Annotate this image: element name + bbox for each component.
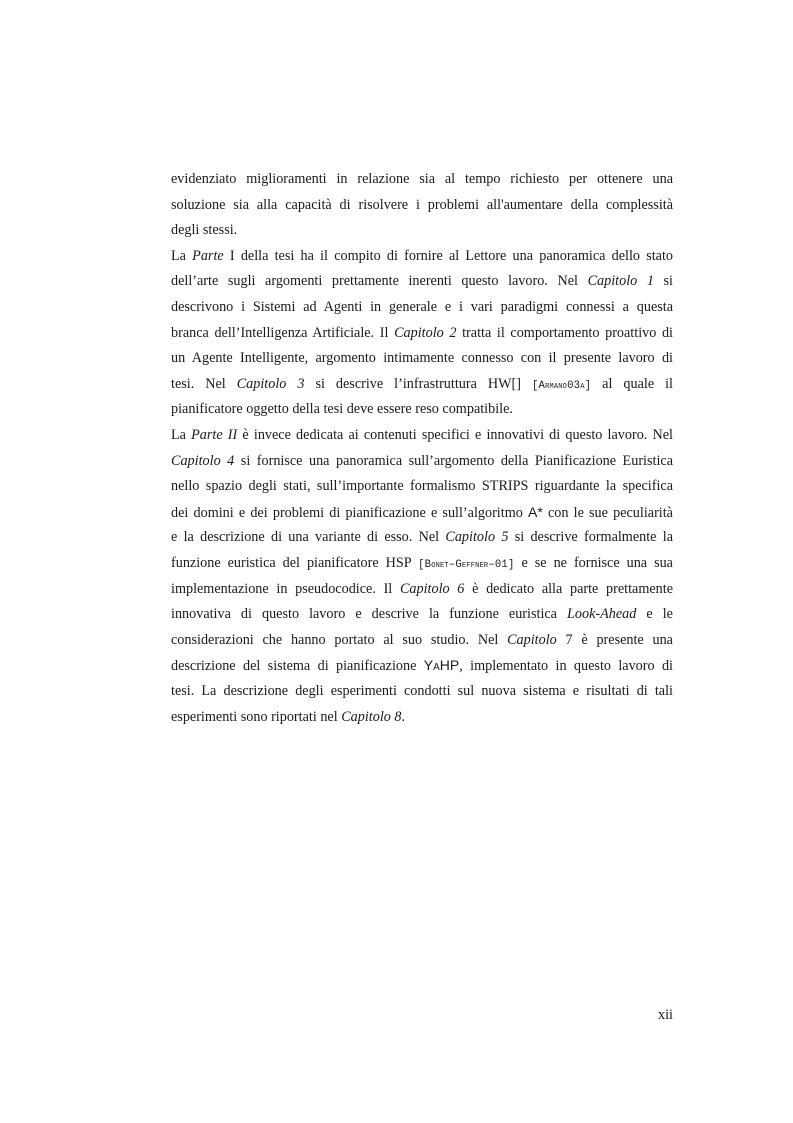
text-line [171,168,673,190]
text-run: pianificatore oggetto della tesi deve essere reso compatibile. [171,401,513,418]
text-run: descrivono i Sistemi ad Agenti in generale e i vari paradigmi connessi a questa [171,299,673,315]
emphasis: Capitolo [507,631,557,648]
text-run: al quale il [591,375,673,392]
text-run: I della tesi ha il compito di fornire al Lettore una panoramica dello stato [223,247,673,264]
text-line [171,552,673,574]
text-run: La [171,427,192,443]
text-run: è invece dedicata ai contenuti specifici e innovativi di questo lavoro. Nel [237,427,673,443]
emphasis: Capitolo 3 [236,375,305,392]
term: YaHP [423,657,460,674]
text-run: . [401,708,406,725]
text-run: tesi. La descrizione degli esperimenti condotti sul nuova sistema e risultati di tali [171,683,673,699]
emphasis: Parte [192,247,224,264]
text-run: tratta il comportamento proattivo di [456,324,673,341]
text-run: dei domini e dei problemi di pianificazione e sull’algoritmo [171,504,528,521]
text-run: evidenziato miglioramenti in relazione sia al tempo richiesto per ottenere una [171,171,673,187]
emphasis: Look-Ahead [567,606,637,623]
emphasis: Capitolo 5 [445,529,509,546]
text-run: nello spazio degli stati, sull’importante formalismo STRIPS riguardante la specifica [171,478,673,495]
page-number: xii [658,1007,673,1023]
text-run: descrizione del sistema di pianificazione [171,658,424,675]
text-run: si descrive l’infrastruttura HW[] [304,375,532,392]
text-run: implementazione in pseudocodice. Il [171,580,400,597]
text-run: soluzione sia alla capacità di risolvere i problemi all'aumentare della complessità [171,196,673,213]
text-run: un Agente Intelligente, argomento intimamente connesso con il presente lavoro di [171,350,673,367]
text-line [171,654,673,676]
text-line [171,680,673,702]
emphasis: Capitolo 1 [587,273,654,290]
emphasis: Capitolo 4 [171,452,235,469]
text-line [171,526,673,548]
text-line [171,398,673,420]
text-run: è dedicato alla parte prettamente [464,580,673,597]
text-line [171,194,673,216]
text-run: La [171,247,193,264]
text-run: con le sue peculiarità [542,504,673,521]
text-line [171,706,673,728]
text-run: e la descrizione di una variante di esso. Nel [171,529,446,546]
emphasis: Capitolo 8 [341,708,402,725]
text-line [171,629,673,651]
text-line [171,501,673,523]
text-line [171,322,673,344]
text-line [171,270,673,292]
text-line [171,347,673,369]
text-run: , implementato in questo lavoro di [459,658,674,675]
text-line [171,424,673,446]
text-line [171,603,673,625]
text-run: esperimenti sono riportati nel [171,708,342,725]
text-run: considerazioni che hanno portato al suo studio. Nel [171,631,508,648]
text-run: innovativa di questo lavoro e descrive la funzione euristica [171,606,568,623]
text-run: e le [636,606,673,623]
text-line [171,578,673,600]
text-run: dell’arte sugli argomenti prettamente inerenti questo lavoro. Nel [171,273,588,290]
text-run: si fornisce una panoramica sull’argomento della Pianificazione Euristica [234,452,673,469]
citation: [Armano03a] [531,379,592,392]
text-run: si descrive formalmente la [508,529,673,546]
text-run: branca dell’Intelligenza Artificiale. Il [171,324,395,341]
text-run: e se ne fornisce una sua [514,555,673,571]
text-line [171,373,673,395]
text-line [171,296,673,318]
text-run: degli stessi. [171,222,238,239]
citation: [Bonet–Geffner–01] [418,559,515,571]
text-line [171,219,673,241]
emphasis: Parte II [191,427,238,443]
term: A* [528,503,543,520]
text-line [171,475,673,497]
emphasis: Capitolo 6 [399,580,465,597]
text-run: tesi. Nel [171,375,237,392]
text-run: si [653,273,674,290]
text-line [171,450,673,472]
text-run: 7 è presente una [556,631,673,648]
text-run: funzione euristica del pianificatore HSP [171,555,419,571]
text-line [171,245,673,267]
emphasis: Capitolo 2 [394,324,457,341]
